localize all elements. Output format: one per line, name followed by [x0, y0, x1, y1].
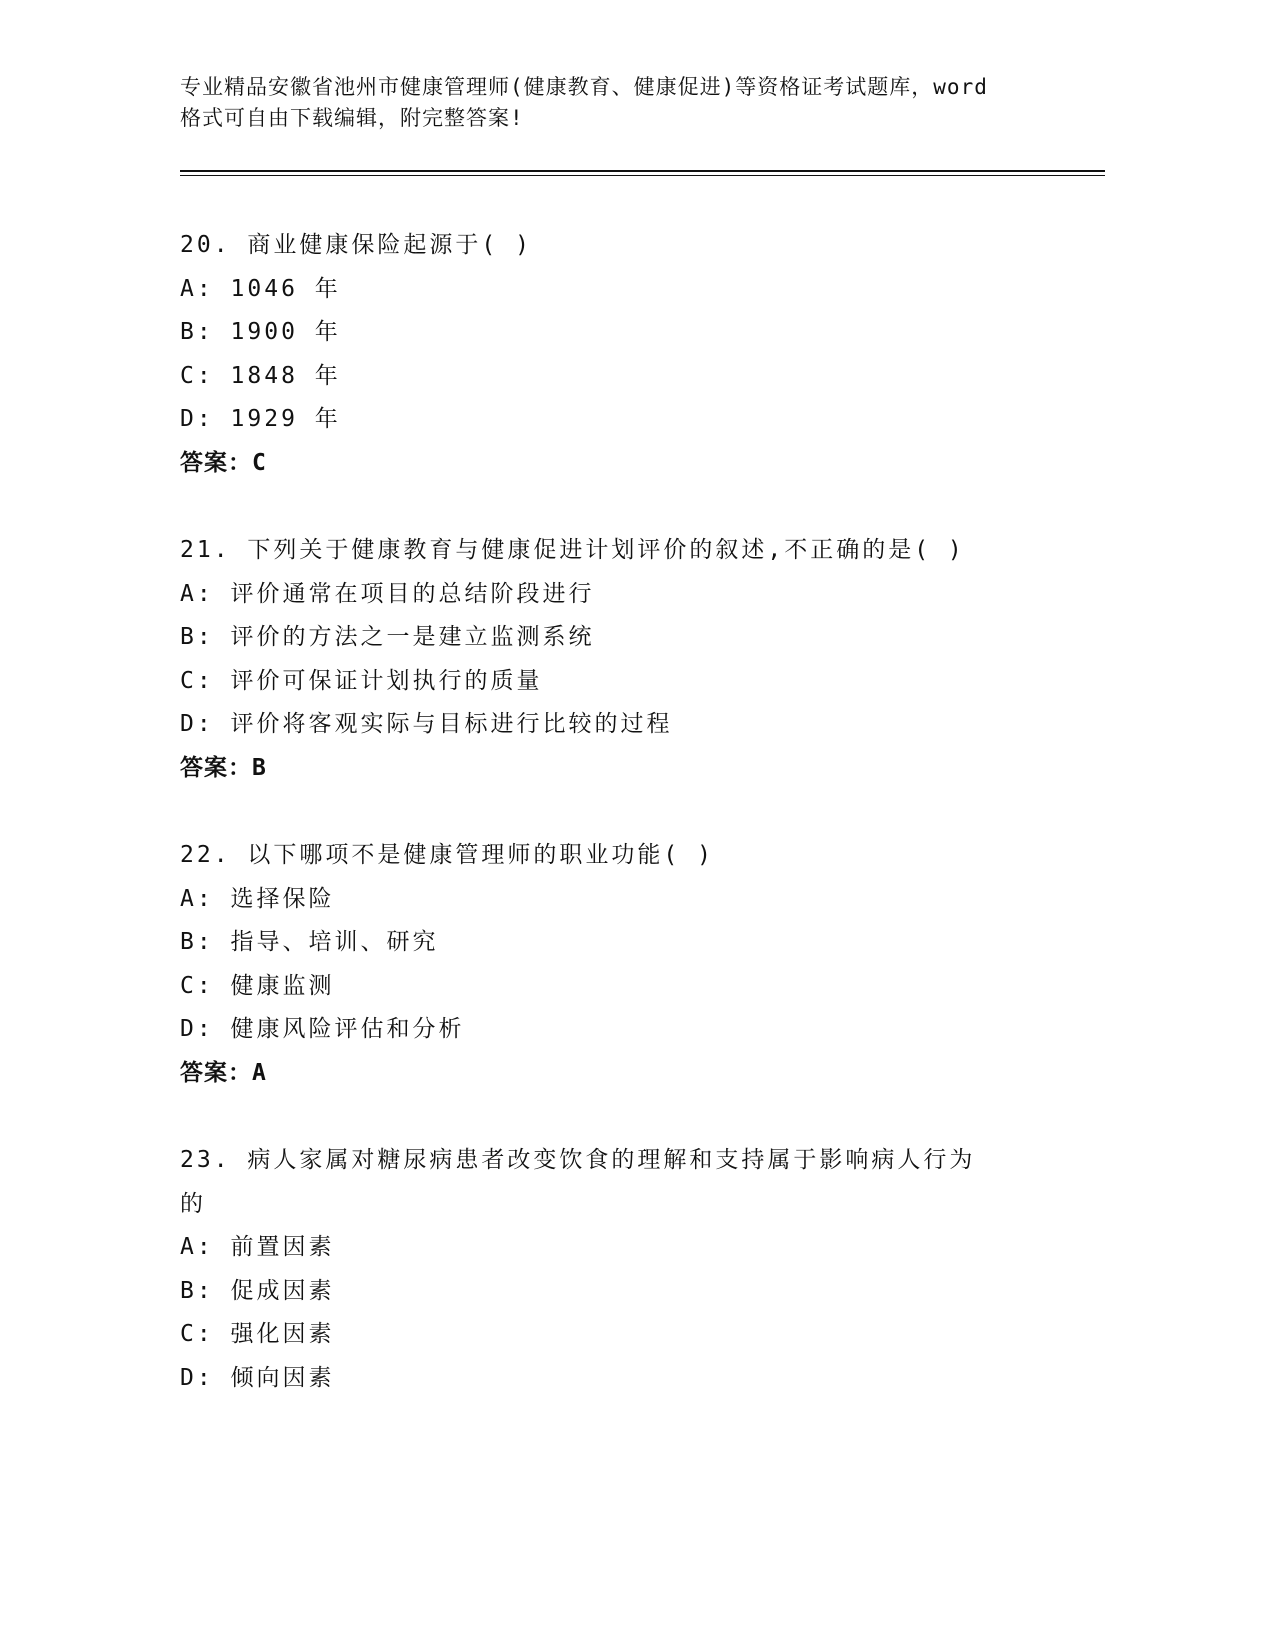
document-header: [180, 72, 1110, 134]
question-block: [180, 1139, 1080, 1401]
question-stem: 的: [180, 1190, 206, 1217]
header-divider-thin: [180, 175, 1105, 176]
question-stem: 21. 下列关于健康教育与健康促进计划评价的叙述,不正确的是( ): [180, 537, 965, 563]
answer-option: C: 1848 年: [180, 362, 341, 389]
question-stem: 20. 商业健康保险起源于( ): [180, 232, 532, 258]
answer-option: A: 评价通常在项目的总结阶段进行: [180, 580, 595, 607]
answer-option: C: 健康监测: [180, 972, 335, 999]
answer-option: B: 指导、培训、研究: [180, 929, 439, 956]
answer-option: D: 评价将客观实际与目标进行比较的过程: [180, 711, 673, 738]
answer-option: C: 强化因素: [180, 1321, 335, 1348]
answer-key: 答案：B: [180, 754, 267, 781]
answer-option: B: 1900 年: [180, 319, 341, 346]
answer-option: A: 选择保险: [180, 885, 335, 912]
answer-option: A: 1046 年: [180, 275, 341, 302]
answer-key: 答案：A: [180, 1059, 267, 1086]
answer-option: B: 促成因素: [180, 1277, 335, 1304]
question-block: [180, 834, 1080, 1096]
header-divider-thick: [180, 170, 1105, 172]
question-block: [180, 224, 1080, 486]
answer-option: D: 1929 年: [180, 406, 341, 433]
question-stem: 22. 以下哪项不是健康管理师的职业功能( ): [180, 842, 714, 868]
question-block: [180, 529, 1080, 791]
header-line-2: 格式可自由下载编辑，附完整答案!: [180, 106, 524, 130]
answer-option: D: 倾向因素: [180, 1364, 335, 1391]
answer-option: C: 评价可保证计划执行的质量: [180, 667, 543, 694]
answer-key: 答案：C: [180, 449, 267, 476]
question-stem: 23. 病人家属对糖尿病患者改变饮食的理解和支持属于影响病人行为: [180, 1147, 976, 1173]
answer-option: D: 健康风险评估和分析: [180, 1016, 465, 1043]
answer-option: B: 评价的方法之一是建立监测系统: [180, 624, 595, 651]
answer-option: A: 前置因素: [180, 1234, 335, 1261]
header-line-1: 专业精品安徽省池州市健康管理师(健康教育、健康促进)等资格证考试题库，word: [180, 75, 988, 99]
